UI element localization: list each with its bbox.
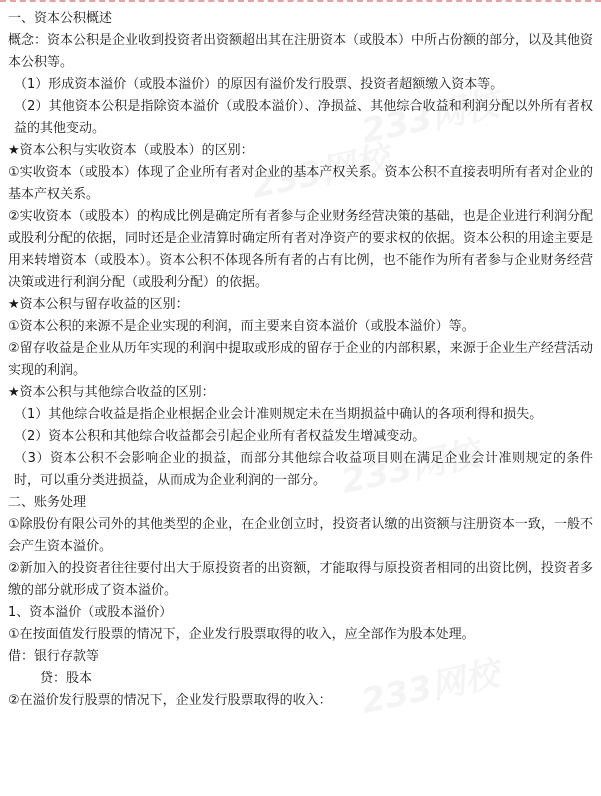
- section-heading-overview: 一、资本公积概述: [8, 11, 113, 26]
- paragraph-retained-1: ①资本公积的来源不是企业实现的利润，而主要来自资本溢价（或股本溢价）等。: [8, 319, 475, 334]
- paragraph-oci-3: （3）资本公积不会影响企业的损益，而部分其他综合收益项目则在满足企业会计准则规定的条件时，可以重分类进损益，从而成为企业利润的一部分。: [14, 451, 593, 488]
- journal-debit: 借：银行存款等: [8, 649, 100, 664]
- journal-credit: 贷：股本: [40, 671, 93, 686]
- subheading-diff-retained-earnings: ★资本公积与留存收益的区别：: [8, 297, 189, 312]
- section-heading-accounting: 二、账务处理: [8, 495, 87, 510]
- top-dashed-border: [0, 0, 601, 4]
- watermark-logo: 233网校: [338, 433, 483, 502]
- watermark-logo: 233网校: [248, 138, 393, 207]
- paragraph-retained-2: ②留存收益是企业从历年实现的利润中提取或形成的留存于企业的内部积累，来源于企业生产经营活动实现的利润。: [8, 341, 593, 378]
- watermark-logo: 233网校: [358, 653, 503, 722]
- paragraph-diff-1: ①实收资本（或股本）体现了企业所有者对企业的基本产权关系。资本公积不直接表明所有者对企业的基本产权关系。: [8, 165, 593, 202]
- paragraph-item-1: （1）形成资本溢价（或股本溢价）的原因有溢价发行股票、投资者超额缴入资本等。: [14, 77, 504, 92]
- paragraph-oci-1: （1）其他综合收益是指企业根据企业会计准则规定未在当期损益中确认的各项利得和损失。: [14, 407, 543, 422]
- watermark-logo: 233网校: [358, 83, 503, 152]
- paragraph-concept: 概念：资本公积是企业收到投资者出资额超出其在注册资本（或股本）中所占份额的部分，以及其他资本公积等。: [8, 33, 594, 70]
- paragraph-par-issue: ①在按面值发行股票的情况下，企业发行股票取得的收入，应全部作为股本处理。: [8, 627, 475, 642]
- paragraph-item-2: （2）其他资本公积是指除资本溢价（或股本溢价）、净损益、其他综合收益和利润分配以外所有者权益的其他变动。: [14, 99, 593, 136]
- subheading-diff-oci: ★资本公积与其他综合收益的区别：: [8, 385, 215, 400]
- subheading-capital-premium: 1、资本溢价（或股本溢价）: [8, 605, 173, 620]
- paragraph-oci-2: （2）资本公积和其他综合收益都会引起企业所有者权益发生增减变动。: [14, 429, 426, 444]
- document-body: [8, 8, 593, 712]
- paragraph-premium-issue: ②在溢价发行股票的情况下，企业发行股票取得的收入：: [8, 693, 332, 708]
- paragraph-accounting-1: ①除股份有限公司外的其他类型的企业，在企业创立时，投资者认缴的出资额与注册资本一致，一般不会产生资本溢价。: [8, 517, 593, 554]
- paragraph-diff-2: ②实收资本（或股本）的构成比例是确定所有者参与企业财务经营决策的基础，也是企业进行利润分配或股利分配的依据，同时还是企业清算时确定所有者对净资产的要求权的依据。资本公积的用途主要是用来转增资本（或股本）。资本公积不体现各所有者的占有比例，也不能作为所有者参与企业财务经营决策或进行利润分配（或股利分配）的依据。: [8, 209, 594, 290]
- paragraph-accounting-2: ②新加入的投资者往往要付出大于原投资者的出资额，才能取得与原投资者相同的出资比例，投资者多缴的部分就形成了资本溢价。: [8, 561, 593, 598]
- subheading-diff-paid-in-capital: ★资本公积与实收资本（或股本）的区别：: [8, 143, 254, 158]
